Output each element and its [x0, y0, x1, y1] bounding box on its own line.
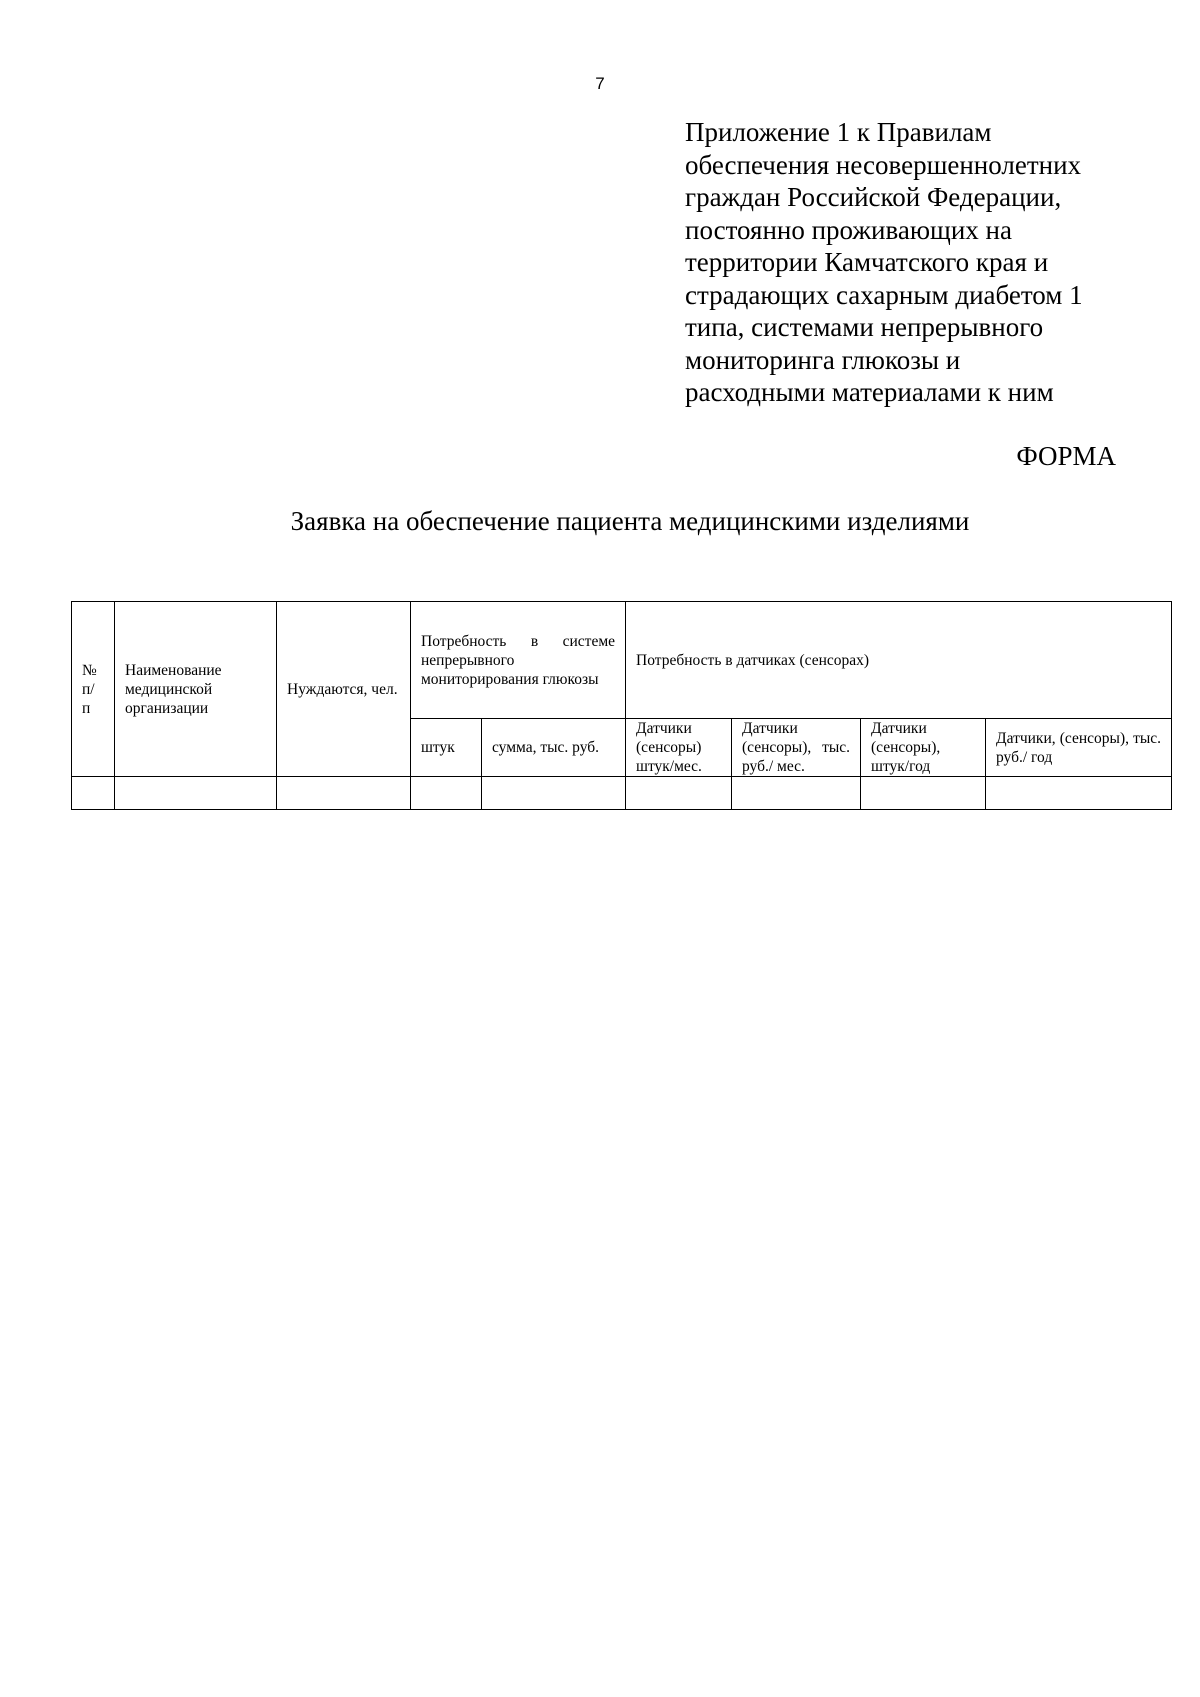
header-sensors-need: Потребность в датчиках (сенсорах)	[626, 602, 1172, 719]
subheader-sensors-month-sum: Датчики (сенсоры), тыс. руб./ мес.	[732, 719, 861, 777]
table-cell[interactable]	[861, 777, 986, 810]
appendix-line: мониторинга глюкозы и	[685, 344, 961, 375]
appendix-heading	[685, 116, 1135, 409]
appendix-line: типа, системами непрерывного	[685, 312, 1044, 342]
appendix-line: расходными материалами к ним	[685, 377, 1054, 407]
page-number: 7	[595, 74, 605, 93]
table-row	[72, 777, 1172, 810]
table-cell[interactable]	[72, 777, 115, 810]
header-system-need: Потребность в системе непрерывного мониторирования глюкозы	[411, 602, 626, 719]
appendix-line: территории Камчатского края и	[685, 247, 1049, 277]
table-cell[interactable]	[115, 777, 277, 810]
header-organization: Наименование медицинской организации	[115, 602, 277, 777]
subheader-sensors-year-pieces: Датчики (сенсоры), штук/год	[861, 719, 986, 777]
document-title: Заявка на обеспечение пациента медицинскими изделиями	[290, 506, 970, 536]
appendix-line: постоянно проживающих на	[685, 214, 1012, 245]
table-cell[interactable]	[732, 777, 861, 810]
header-number: № п/ п	[72, 602, 115, 777]
appendix-line: граждан Российской Федерации,	[685, 182, 1062, 212]
table-cell[interactable]	[986, 777, 1172, 810]
table-cell[interactable]	[277, 777, 411, 810]
appendix-line: Приложение 1 к Правилам	[685, 117, 992, 147]
appendix-line: страдающих сахарным диабетом 1	[685, 279, 1083, 310]
subheader-pieces: штук	[411, 719, 482, 777]
table-cell[interactable]	[482, 777, 626, 810]
table-cell[interactable]	[626, 777, 732, 810]
appendix-line: обеспечения несовершеннолетних	[685, 149, 1082, 180]
form-label: ФОРМА	[1016, 441, 1116, 471]
table-cell[interactable]	[411, 777, 482, 810]
subheader-sum: сумма, тыс. руб.	[482, 719, 626, 777]
header-needing: Нуждаются, чел.	[277, 602, 411, 777]
subheader-sensors-year-sum: Датчики, (сенсоры), тыс. руб./ год	[986, 719, 1172, 777]
subheader-sensors-month-pieces: Датчики (сенсоры) штук/мес.	[626, 719, 732, 777]
header-row	[72, 602, 1172, 719]
request-table	[71, 601, 1172, 810]
